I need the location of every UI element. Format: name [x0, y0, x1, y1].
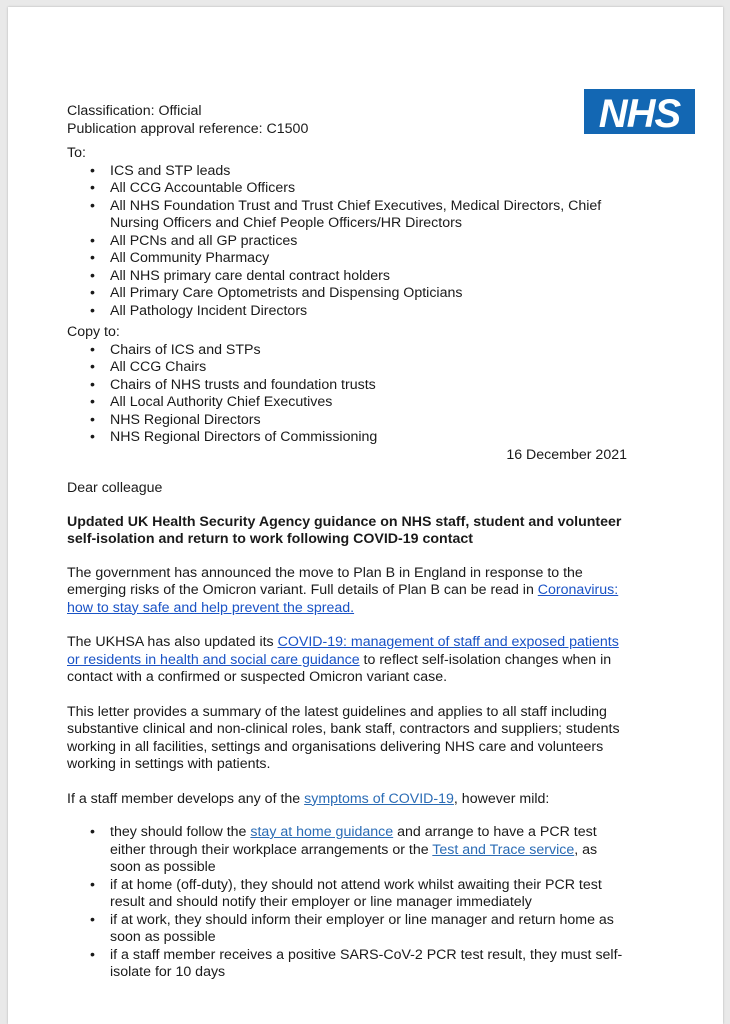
list-item: • ICS and STP leads [67, 163, 627, 181]
list-item: • All CCG Chairs [67, 359, 627, 377]
symptoms-link[interactable]: symptoms of COVID-19 [304, 790, 454, 807]
paragraph-text: , however mild: [453, 790, 550, 807]
list-item: • Chairs of NHS trusts and foundation trusts [67, 377, 627, 395]
list-item: • if at work, they should inform their employer or line manager and return home as soon as possible [67, 912, 627, 947]
bullet-text: , as soon as possible [110, 841, 598, 875]
list-item: • NHS Regional Directors [67, 412, 627, 430]
guidance-bullets [67, 824, 627, 982]
paragraph-text: The government has announced the move to Plan B in England in response to the emerging risks of the Omicron variant. Full details of Plan B can be read in [67, 564, 583, 598]
covid-management-guidance-link[interactable]: COVID-19: management of staff and exposed patients or residents in health and social care guidance [67, 634, 619, 668]
paragraph-summary: This letter provides a summary of the latest guidelines and applies to all staff including substantive clinical and non-clinical roles, bank staff, contractors and suppliers; students working in all facilities, settings and organisations delivering NHS care and volunteers working in settings with patients. [67, 703, 620, 772]
list-item: • NHS Regional Directors of Commissioning [67, 429, 627, 447]
list-item: • All Primary Care Optometrists and Dispensing Opticians [67, 285, 627, 303]
coronavirus-guidance-link[interactable]: Coronavirus: how to stay safe and help prevent the spread. [67, 582, 619, 616]
list-item: • All NHS primary care dental contract holders [67, 268, 627, 286]
document-page [8, 7, 723, 1024]
test-and-trace-link[interactable]: Test and Trace service [432, 841, 575, 858]
list-item: • if at home (off-duty), they should not attend work whilst awaiting their PCR test result and should notify their employer or line manager immediately [67, 877, 627, 912]
salutation: Dear colleague [67, 480, 163, 496]
paragraph-text: The UKHSA has also updated its [67, 634, 278, 650]
list-item: • All CCG Accountable Officers [67, 180, 627, 198]
list-item: • if a staff member receives a positive SARS-CoV-2 PCR test result, they must self-isolate for 10 days [67, 947, 627, 982]
list-item: • All PCNs and all GP practices [67, 233, 627, 251]
classification-line: Classification: Official [67, 103, 202, 119]
list-item: • Chairs of ICS and STPs [67, 342, 627, 360]
paragraph-plan-b [67, 565, 627, 618]
bullet-text: they should follow the [110, 824, 251, 840]
list-item [67, 824, 627, 877]
letter-body [67, 103, 627, 982]
to-label: To: [67, 145, 86, 161]
paragraph-symptoms [67, 791, 627, 809]
list-item: • All Pathology Incident Directors [67, 303, 627, 321]
approval-reference: Publication approval reference: C1500 [67, 120, 309, 137]
to-list [67, 163, 627, 321]
paragraph-text: to reflect self-isolation changes when in contact with a confirmed or suspected Omicron variant case. [67, 651, 612, 685]
stay-at-home-link[interactable]: stay at home guidance [250, 824, 394, 840]
list-item: • All Local Authority Chief Executives [67, 394, 627, 412]
letter-title: Updated UK Health Security Agency guidance on NHS staff, student and volunteer self-isolation and return to work following COVID-19 contact [67, 513, 622, 547]
copy-to-list [67, 342, 627, 447]
paragraph-text: If a staff member develops any of the [67, 790, 305, 807]
nhs-logo-text: NHS [598, 92, 681, 134]
list-item: • All Community Pharmacy [67, 250, 627, 268]
list-item: • All NHS Foundation Trust and Trust Chief Executives, Medical Directors, Chief Nursing Officers and Chief People Officers/HR Directors [67, 198, 627, 233]
copy-to-label: Copy to: [67, 324, 120, 340]
paragraph-ukhsa [67, 634, 627, 687]
bullet-text: and arrange to have a PCR test either through their workplace arrangements or the [110, 824, 597, 858]
letter-date: 16 December 2021 [506, 446, 627, 463]
